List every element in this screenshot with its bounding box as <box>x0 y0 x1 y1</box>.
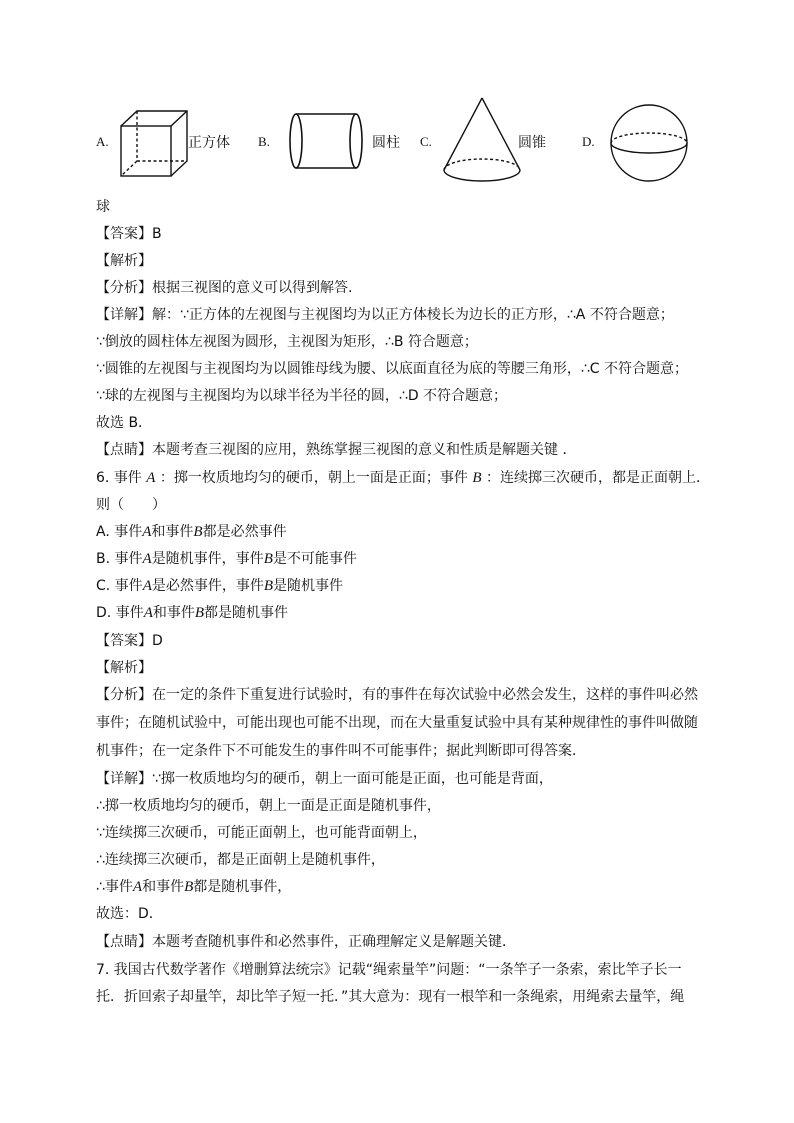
q6-option-a <box>96 522 716 542</box>
option-text: 是必然事件，事件 <box>151 578 264 594</box>
option-text: 是随机事件 <box>273 578 344 594</box>
option-text: 都是必然事件 <box>202 524 287 540</box>
option-text: B. 事件 <box>96 551 143 567</box>
q6-detail-2: ∴掷一枚质地均匀的硬币，朝上一面是正面是随机事件， <box>96 798 441 814</box>
q5-detail-2: ∵倒放的圆柱体左视图为圆形，主视图为矩形，∴B 符合题意； <box>96 334 478 350</box>
q6-detail-3: ∵连续掷三次硬币，可能正面朝上，也可能背面朝上， <box>96 825 427 841</box>
q6-analysis-2: 事件；在随机试验中，可能出现也可能不出现，而在大量重复试验中具有某种规律性的事件叫做随 <box>96 715 698 731</box>
q6-detail-1: 【详解】∵掷一枚质地均匀的硬币，朝上一面可能是正面，也可能是背面， <box>96 771 553 787</box>
option-a-letter: A. <box>96 134 109 149</box>
event-b-var: B <box>472 470 482 486</box>
detail-text: 和事件 <box>142 879 185 895</box>
event-a-var: A <box>142 524 152 540</box>
q6-jiexi: 【解析】 <box>96 660 152 676</box>
event-a-var: A <box>142 578 152 594</box>
q7-stem-line-2: 托．折回索子却量竿，却比竿子短一托．”其大意为：现有一根竿和一条绳索，用绳索去量竿，绳 <box>96 989 685 1005</box>
event-b-var: B <box>193 524 203 540</box>
q5-jiexi: 【解析】 <box>96 253 152 269</box>
q6-answer: 【答案】D <box>96 633 163 649</box>
detail-text: 都是随机事件， <box>193 879 292 895</box>
option-text: D. 事件 <box>96 605 144 621</box>
q6-option-d <box>96 603 716 623</box>
option-b-letter: B. <box>258 134 270 149</box>
option-text: C. 事件 <box>96 578 143 594</box>
q5-detail-3: ∵圆锥的左视图与主视图均为以圆锥母线为腰、以底面直径为底的等腰三角形，∴C 不符合题意； <box>96 361 689 377</box>
event-b-var: B <box>263 578 274 594</box>
sphere-label-wrap: 球 <box>96 199 110 215</box>
q6-analysis-1: 【分析】在一定的条件下重复进行试验时，有的事件在每次试验中必然会发生，这样的事件叫必然 <box>96 687 698 703</box>
event-a-var: A <box>146 470 156 486</box>
q6-option-b <box>96 549 716 569</box>
option-d-letter: D. <box>582 134 595 149</box>
event-a-var: A <box>142 551 152 567</box>
event-b-var: B <box>263 551 273 567</box>
q6-stem-text: 6. 事件 <box>96 470 142 486</box>
q6-comment: 【点睛】本题考查随机事件和必然事件，正确理解定义是解题关键． <box>96 934 516 950</box>
q6-stem-text: ：连续掷三次硬币，都是正面朝上． <box>485 470 710 486</box>
option-text: 是随机事件，事件 <box>151 551 264 567</box>
option-text: 都是随机事件 <box>204 605 289 621</box>
q5-analysis: 【分析】根据三视图的意义可以得到解答. <box>96 280 353 296</box>
detail-text: ∴事件 <box>96 879 133 895</box>
q6-stem-text: ：掷一枚质地均匀的硬币，朝上一面是正面；事件 <box>159 470 468 486</box>
cone-label: 圆锥 <box>518 135 546 151</box>
cylinder-label: 圆柱 <box>372 135 400 151</box>
q5-choose: 故选 B． <box>96 415 153 431</box>
q5-detail-1: 【详解】解：∵正方体的左视图与主视图均为以正方体棱长为边长的正方形，∴A 不符合题意； <box>96 307 674 323</box>
q6-analysis-3: 机事件；在一定条件下不可能发生的事件叫不可能事件；据此判断即可得答案． <box>96 743 586 759</box>
q6-choose: 故选：D． <box>96 906 163 922</box>
q6-detail-5 <box>96 877 716 897</box>
event-a-var: A <box>132 879 143 895</box>
cylinder-figure <box>286 110 366 172</box>
event-b-var: B <box>184 879 194 895</box>
q6-stem-line-1 <box>96 468 716 488</box>
q5-comment: 【点睛】本题考查三视图的应用，熟练掌握三视图的意义和性质是解题关键 ． <box>96 442 577 458</box>
event-a-var: A <box>143 605 153 621</box>
option-text: 和事件 <box>152 605 195 621</box>
option-c-letter: C. <box>420 134 432 149</box>
cube-label: 正方体 <box>188 135 230 151</box>
option-text: 是不可能事件 <box>272 551 357 567</box>
q6-stem-line-2: 则（ ） <box>96 497 166 513</box>
q6-option-c <box>96 576 716 596</box>
sphere-figure <box>608 102 690 184</box>
event-b-var: B <box>194 605 205 621</box>
figure-options-row <box>0 100 794 192</box>
q5-detail-4: ∵球的左视图与主视图均为以球半径为半径的圆，∴D 不符合题意； <box>96 388 508 404</box>
q6-detail-4: ∴连续掷三次硬币，都是正面朝上是随机事件， <box>96 852 385 868</box>
option-text: A. 事件 <box>96 524 143 540</box>
option-text: 和事件 <box>151 524 194 540</box>
q7-stem-line-1: 7. 我国古代数学著作《增删算法统宗》记载“绳索量竿”问题：“一条竿子一条索，索比竿子长一 <box>96 962 682 978</box>
cube-figure <box>118 108 190 180</box>
cone-figure <box>440 96 524 188</box>
q5-answer: 【答案】B <box>96 226 162 242</box>
